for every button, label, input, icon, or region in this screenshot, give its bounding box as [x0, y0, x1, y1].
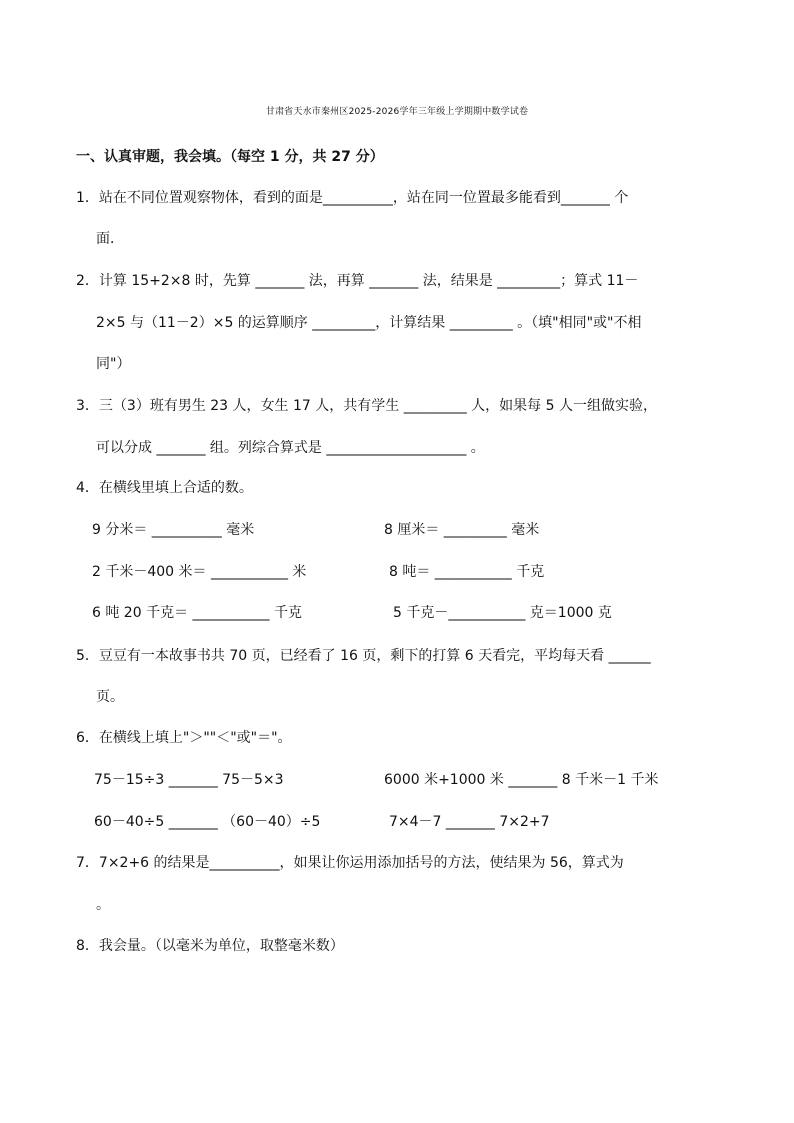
question-2-line-3: 同"） [96, 356, 131, 372]
question-4-prompt: 4．在横线里填上合适的数。 [76, 480, 253, 496]
question-8-prompt: 8．我会量。（以毫米为单位，取整毫米数） [76, 938, 344, 954]
question-7-line-1: 7．7×2+6 的结果是__________，如果让你运用添加括号的方法，使结果为 56，算式为 [76, 855, 624, 871]
question-2-line-1: 2．计算 15+2×8 时，先算 _______ 法，再算 _______ 法，结果是 _________；算式 11－ [76, 273, 639, 289]
exam-title: 甘肃省天水市秦州区2025-2026学年三年级上学期期中数学试卷 [265, 107, 529, 117]
question-4-item: 8 吨＝ ___________ 千克 [389, 564, 545, 580]
question-6-item: 7×4－7 _______ 7×2+7 [389, 814, 550, 830]
question-2-line-2: 2×5 与（11－2）×5 的运算顺序 _________，计算结果 _________ 。（填"相同"或"不相 [96, 315, 642, 331]
question-5-line-1: 5．豆豆有一本故事书共 70 页，已经看了 16 页，剩下的打算 6 天看完，平均每天看 ______ [76, 648, 651, 664]
question-1-line-2: 面． [96, 231, 124, 247]
question-4-item: 2 千米－400 米＝ ___________ 米 [92, 564, 307, 580]
question-5-line-2: 页。 [96, 689, 124, 705]
question-4-item: 6 吨 20 千克＝ ___________ 千克 [92, 605, 302, 621]
question-1-line-1: 1．站在不同位置观察物体，看到的面是__________，站在同一位置最多能看到_______ 个 [76, 190, 629, 206]
question-4-item: 5 千克－___________ 克＝1000 克 [393, 605, 612, 621]
question-6-item: 6000 米+1000 米 _______ 8 千米－1 千米 [384, 772, 659, 788]
question-7-line-2: 。 [96, 897, 110, 913]
question-3-line-2: 可以分成 _______ 组。列综合算式是 ____________________ 。 [96, 440, 485, 456]
question-4-item: 8 厘米＝ _________ 毫米 [384, 522, 540, 538]
question-6-item: 60－40÷5 _______ （60－40）÷5 [94, 814, 321, 830]
section-heading: 一、认真审题，我会填。（每空 1 分，共 27 分） [76, 149, 384, 165]
question-6-prompt: 6．在横线上填上"＞""＜"或"＝"。 [76, 730, 292, 746]
question-4-item: 9 分米＝ __________ 毫米 [92, 522, 255, 538]
question-3-line-1: 3．三（3）班有男生 23 人，女生 17 人，共有学生 _________ 人，如果每 5 人一组做实验， [76, 398, 657, 414]
question-6-item: 75－15÷3 _______ 75－5×3 [94, 772, 284, 788]
